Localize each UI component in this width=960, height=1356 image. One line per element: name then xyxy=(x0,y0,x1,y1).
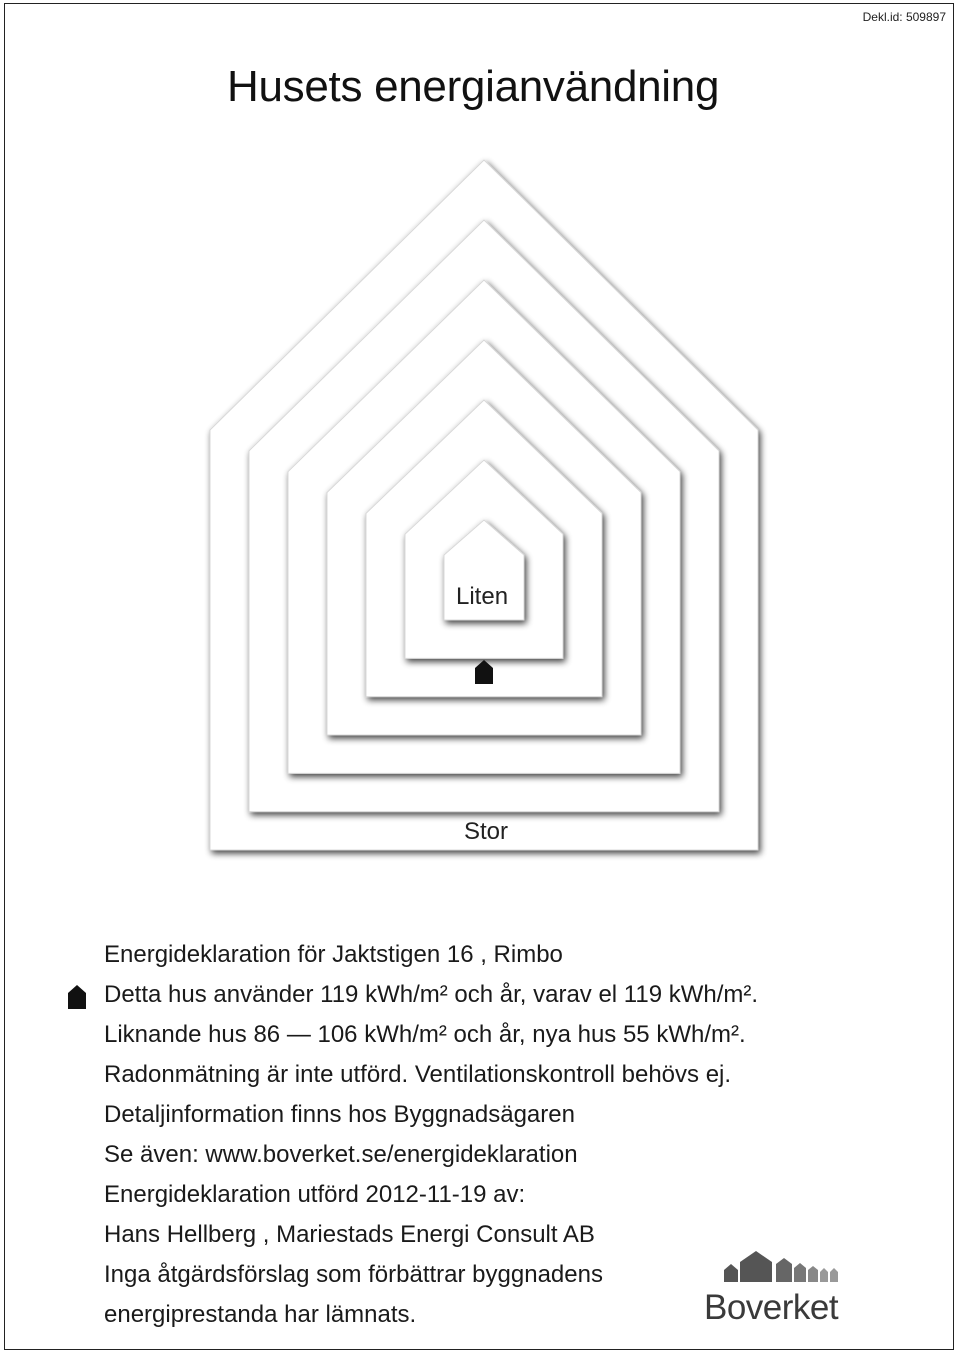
info-measures-1: Inga åtgärdsförslag som förbättrar byggnadens xyxy=(104,1261,603,1288)
info-expert: Hans Hellberg , Mariestads Energi Consult AB xyxy=(104,1221,595,1248)
page-title: Husets energianvändning xyxy=(227,62,720,111)
declaration-id: Dekl.id: 509897 xyxy=(862,10,946,24)
boverket-logo xyxy=(704,1248,854,1332)
scale-small-label: Liten xyxy=(456,583,509,610)
info-comparison: Liknande hus 86 — 106 kWh/m² och år, nya hus 55 kWh/m². xyxy=(104,1021,746,1048)
info-address: Energideklaration för Jaktstigen 16 , Rimbo xyxy=(104,941,563,968)
house-marker-icon xyxy=(68,985,86,1009)
boverket-roofs-icon xyxy=(704,1248,854,1290)
info-usage: Detta hus använder 119 kWh/m² och år, varav el 119 kWh/m². xyxy=(104,981,759,1008)
info-detail: Detaljinformation finns hos Byggnadsägaren xyxy=(104,1101,575,1128)
info-measures-2: energiprestanda har lämnats. xyxy=(104,1301,417,1328)
info-website: Se även: www.boverket.se/energideklaration xyxy=(104,1141,578,1168)
house-marker-icon xyxy=(475,660,493,684)
boverket-wordmark: Boverket xyxy=(704,1288,839,1327)
scale-large-label: Stor xyxy=(464,818,509,845)
info-date: Energideklaration utförd 2012-11-19 av: xyxy=(104,1181,526,1208)
info-radon: Radonmätning är inte utförd. Ventilationskontroll behövs ej. xyxy=(104,1061,732,1088)
